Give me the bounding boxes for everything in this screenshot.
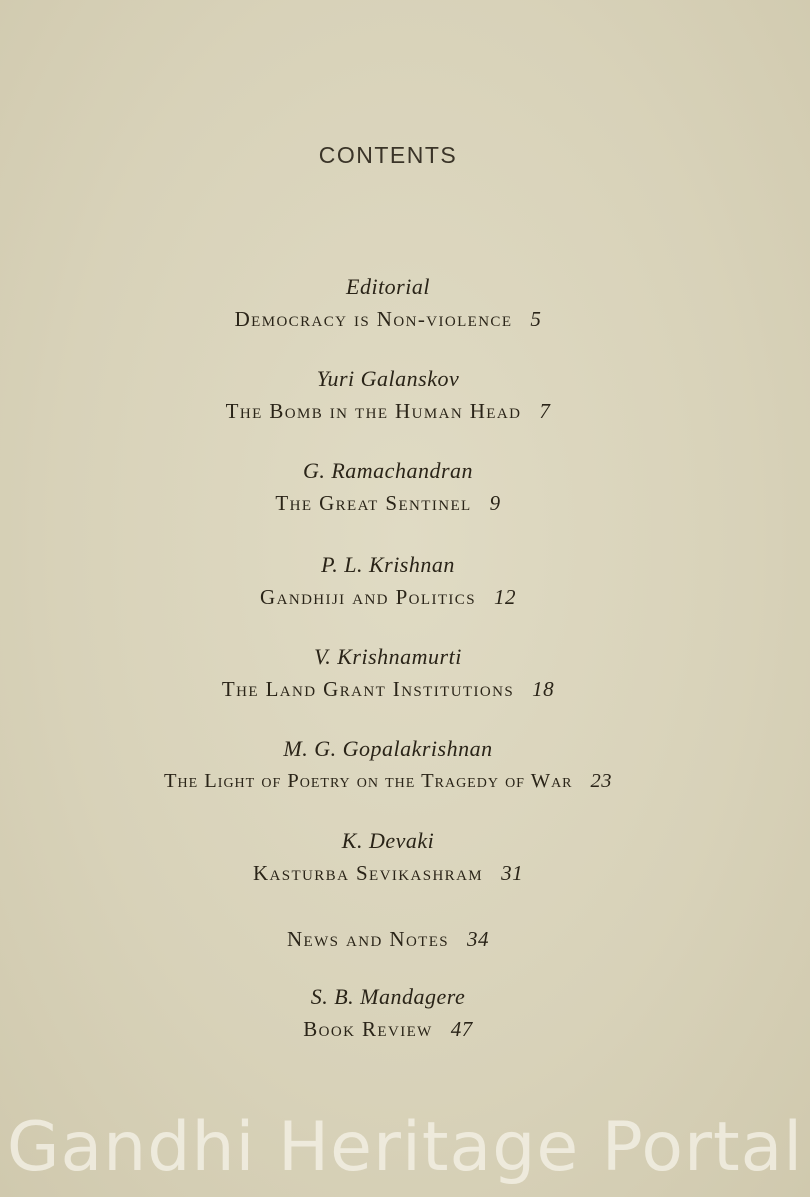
entry-page-number: 5 bbox=[530, 307, 542, 331]
entry-title-text: News and Notes bbox=[286, 927, 450, 951]
toc-entry-krishnan bbox=[0, 550, 776, 612]
entry-title bbox=[0, 924, 776, 954]
entry-title bbox=[0, 488, 776, 518]
entry-title bbox=[0, 766, 776, 796]
toc-entry-book-review bbox=[0, 982, 776, 1044]
entry-author: P. L. Krishnan bbox=[321, 552, 455, 577]
entry-title-text: The Bomb in the Human Head bbox=[225, 399, 522, 423]
entry-title-text: The Land Grant Institutions bbox=[221, 677, 515, 701]
entry-title-text: Book Review bbox=[303, 1017, 433, 1041]
entry-title bbox=[0, 674, 776, 704]
entry-title bbox=[0, 858, 776, 888]
toc-entry-editorial bbox=[0, 272, 776, 334]
entry-title bbox=[0, 582, 776, 612]
entry-title bbox=[0, 396, 776, 426]
page-title: CONTENTS bbox=[318, 142, 458, 168]
entry-page-number: 12 bbox=[493, 585, 516, 609]
entry-page-number: 31 bbox=[501, 861, 524, 885]
watermark: Gandhi Heritage Portal bbox=[6, 1108, 804, 1187]
toc-entry-ramachandran bbox=[0, 456, 776, 518]
entry-title-text: Gandhiji and Politics bbox=[260, 585, 476, 609]
entry-title-text: Democracy is Non-violence bbox=[234, 307, 513, 331]
entry-author: Editorial bbox=[346, 274, 430, 299]
entry-page-number: 7 bbox=[539, 399, 551, 423]
entry-title-text: The Light of Poetry on the Tragedy of War bbox=[163, 770, 573, 792]
entry-page-number: 47 bbox=[450, 1017, 473, 1041]
entry-author: M. G. Gopalakrishnan bbox=[283, 736, 493, 761]
toc-entry-devaki bbox=[0, 826, 776, 888]
toc-entry-galanskov bbox=[0, 364, 776, 426]
entry-title bbox=[0, 304, 776, 334]
entry-author: S. B. Mandagere bbox=[310, 984, 466, 1009]
entry-page-number: 34 bbox=[467, 927, 490, 951]
entry-author: K. Devaki bbox=[341, 828, 435, 853]
entry-page-number: 18 bbox=[532, 677, 555, 701]
entry-page-number: 9 bbox=[489, 491, 501, 515]
entry-page-number: 23 bbox=[590, 770, 613, 792]
entry-title bbox=[0, 1014, 776, 1044]
toc-entry-krishnamurti bbox=[0, 642, 776, 704]
entry-title-text: The Great Sentinel bbox=[275, 491, 472, 515]
entry-title-text: Kasturba Sevikashram bbox=[252, 861, 484, 885]
toc-entry-news bbox=[0, 922, 776, 954]
entry-author: V. Krishnamurti bbox=[314, 644, 462, 669]
toc-entry-gopalakrishnan bbox=[0, 734, 776, 796]
entry-author: G. Ramachandran bbox=[302, 458, 474, 483]
entry-author: Yuri Galanskov bbox=[316, 366, 460, 391]
